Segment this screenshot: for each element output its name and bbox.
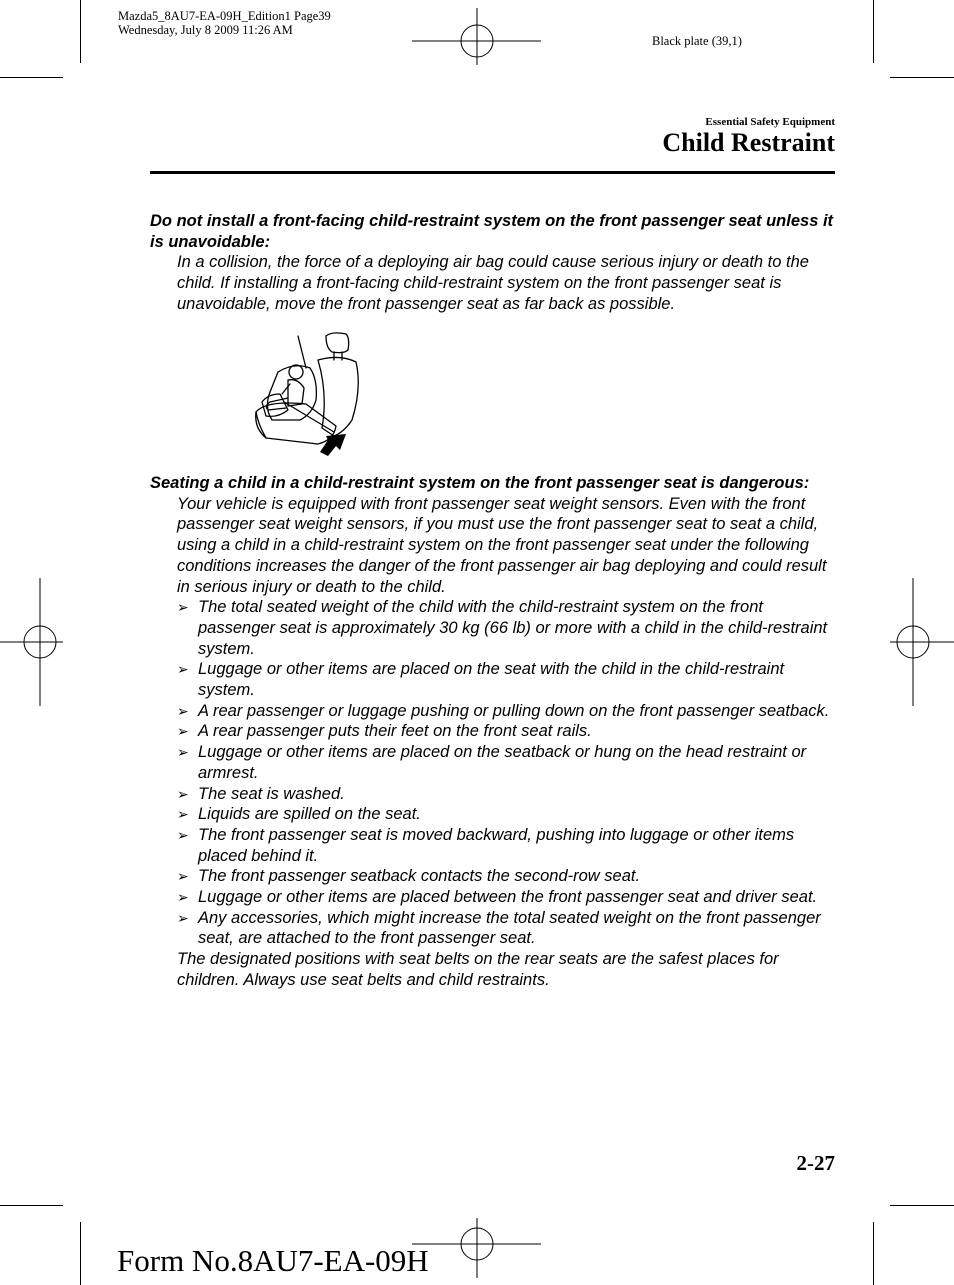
arrow-bullet-icon: ➢ — [177, 723, 189, 740]
arrow-bullet-icon: ➢ — [177, 806, 189, 823]
list-item: ➢ Luggage or other items are placed on the seat with the child in the child-restraint system. — [177, 660, 785, 700]
print-header-line1: Mazda5_8AU7-EA-09H_Edition1 Page39 — [118, 9, 331, 23]
arrow-bullet-icon: ➢ — [177, 868, 189, 885]
arrow-bullet-icon: ➢ — [177, 702, 189, 719]
print-header-line2: Wednesday, July 8 2009 11:26 AM — [118, 23, 293, 37]
list-item: ➢ The seat is washed. — [177, 784, 345, 803]
list-item: ➢ Liquids are spilled on the seat. — [177, 805, 421, 824]
plate-label: Black plate (39,1) — [652, 34, 742, 48]
list-item: ➢ The front passenger seat is moved backward, pushing into luggage or other items placed behind it. — [177, 825, 795, 865]
list-item: ➢ Luggage or other items are placed between the front passenger seat and driver seat. — [177, 888, 818, 907]
warning-body: In a collision, the force of a deploying air bag could cause serious injury or death to the child. If installing a front-facing child-restraint system on the front passenger seat is unavoidable, move the front passenger seat as far back as possible. — [177, 253, 809, 313]
warning-heading: Seating a child in a child-restraint system on the front passenger seat is dangerous: — [150, 474, 810, 492]
page-number: 2-27 — [796, 1151, 835, 1175]
list-item: ➢ The total seated weight of the child with the child-restraint system on the front passenger seat is approximately 30 kg (66 lb) or more with a child in the child-restraint system. — [177, 598, 828, 658]
closing-note: The designated positions with seat belts on the rear seats are the safest places for children. Always use seat belts and child restraints. — [177, 950, 779, 989]
arrow-bullet-icon: ➢ — [177, 909, 189, 926]
warning-front-passenger-seat — [150, 473, 840, 991]
list-item: ➢ Luggage or other items are placed on the seatback or hung on the head restraint or armrest. — [177, 743, 807, 782]
section-label: Essential Safety Equipment — [705, 116, 835, 128]
list-item: ➢ A rear passenger or luggage pushing or pulling down on the front passenger seatback. — [177, 701, 830, 720]
arrow-bullet-icon: ➢ — [177, 785, 189, 802]
arrow-bullet-icon: ➢ — [177, 889, 189, 906]
warning-intro: Your vehicle is equipped with front passenger seat weight sensors. Even with the front passenger seat weight sensors, if you must use the front passenger seat to seat a child, using a child in a child-restraint system on the front passenger seat under the following conditions increases the danger of the front passenger air bag deploying and could result in serious injury or death to the child. — [177, 494, 827, 596]
page-title: Child Restraint — [662, 128, 835, 157]
list-item: ➢ Any accessories, which might increase the total seated weight on the front passenger seat, are attached to the front passenger seat. — [177, 908, 821, 948]
form-number: Form No.8AU7-EA-09H — [117, 1243, 429, 1278]
title-divider — [150, 171, 835, 174]
print-header — [118, 9, 331, 37]
list-item: ➢ The front passenger seatback contacts the second-row seat. — [177, 867, 641, 886]
arrow-bullet-icon: ➢ — [177, 826, 189, 843]
child-seat-illustration — [248, 328, 368, 458]
condition-list — [150, 597, 840, 949]
arrow-bullet-icon: ➢ — [177, 744, 189, 761]
arrow-bullet-icon: ➢ — [177, 661, 189, 678]
list-item: ➢ A rear passenger puts their feet on the front seat rails. — [177, 722, 592, 741]
warning-front-facing — [150, 211, 840, 315]
warning-heading: Do not install a front-facing child-restraint system on the front passenger seat unless it is unavoidable: — [150, 212, 834, 251]
arrow-bullet-icon: ➢ — [177, 599, 189, 616]
